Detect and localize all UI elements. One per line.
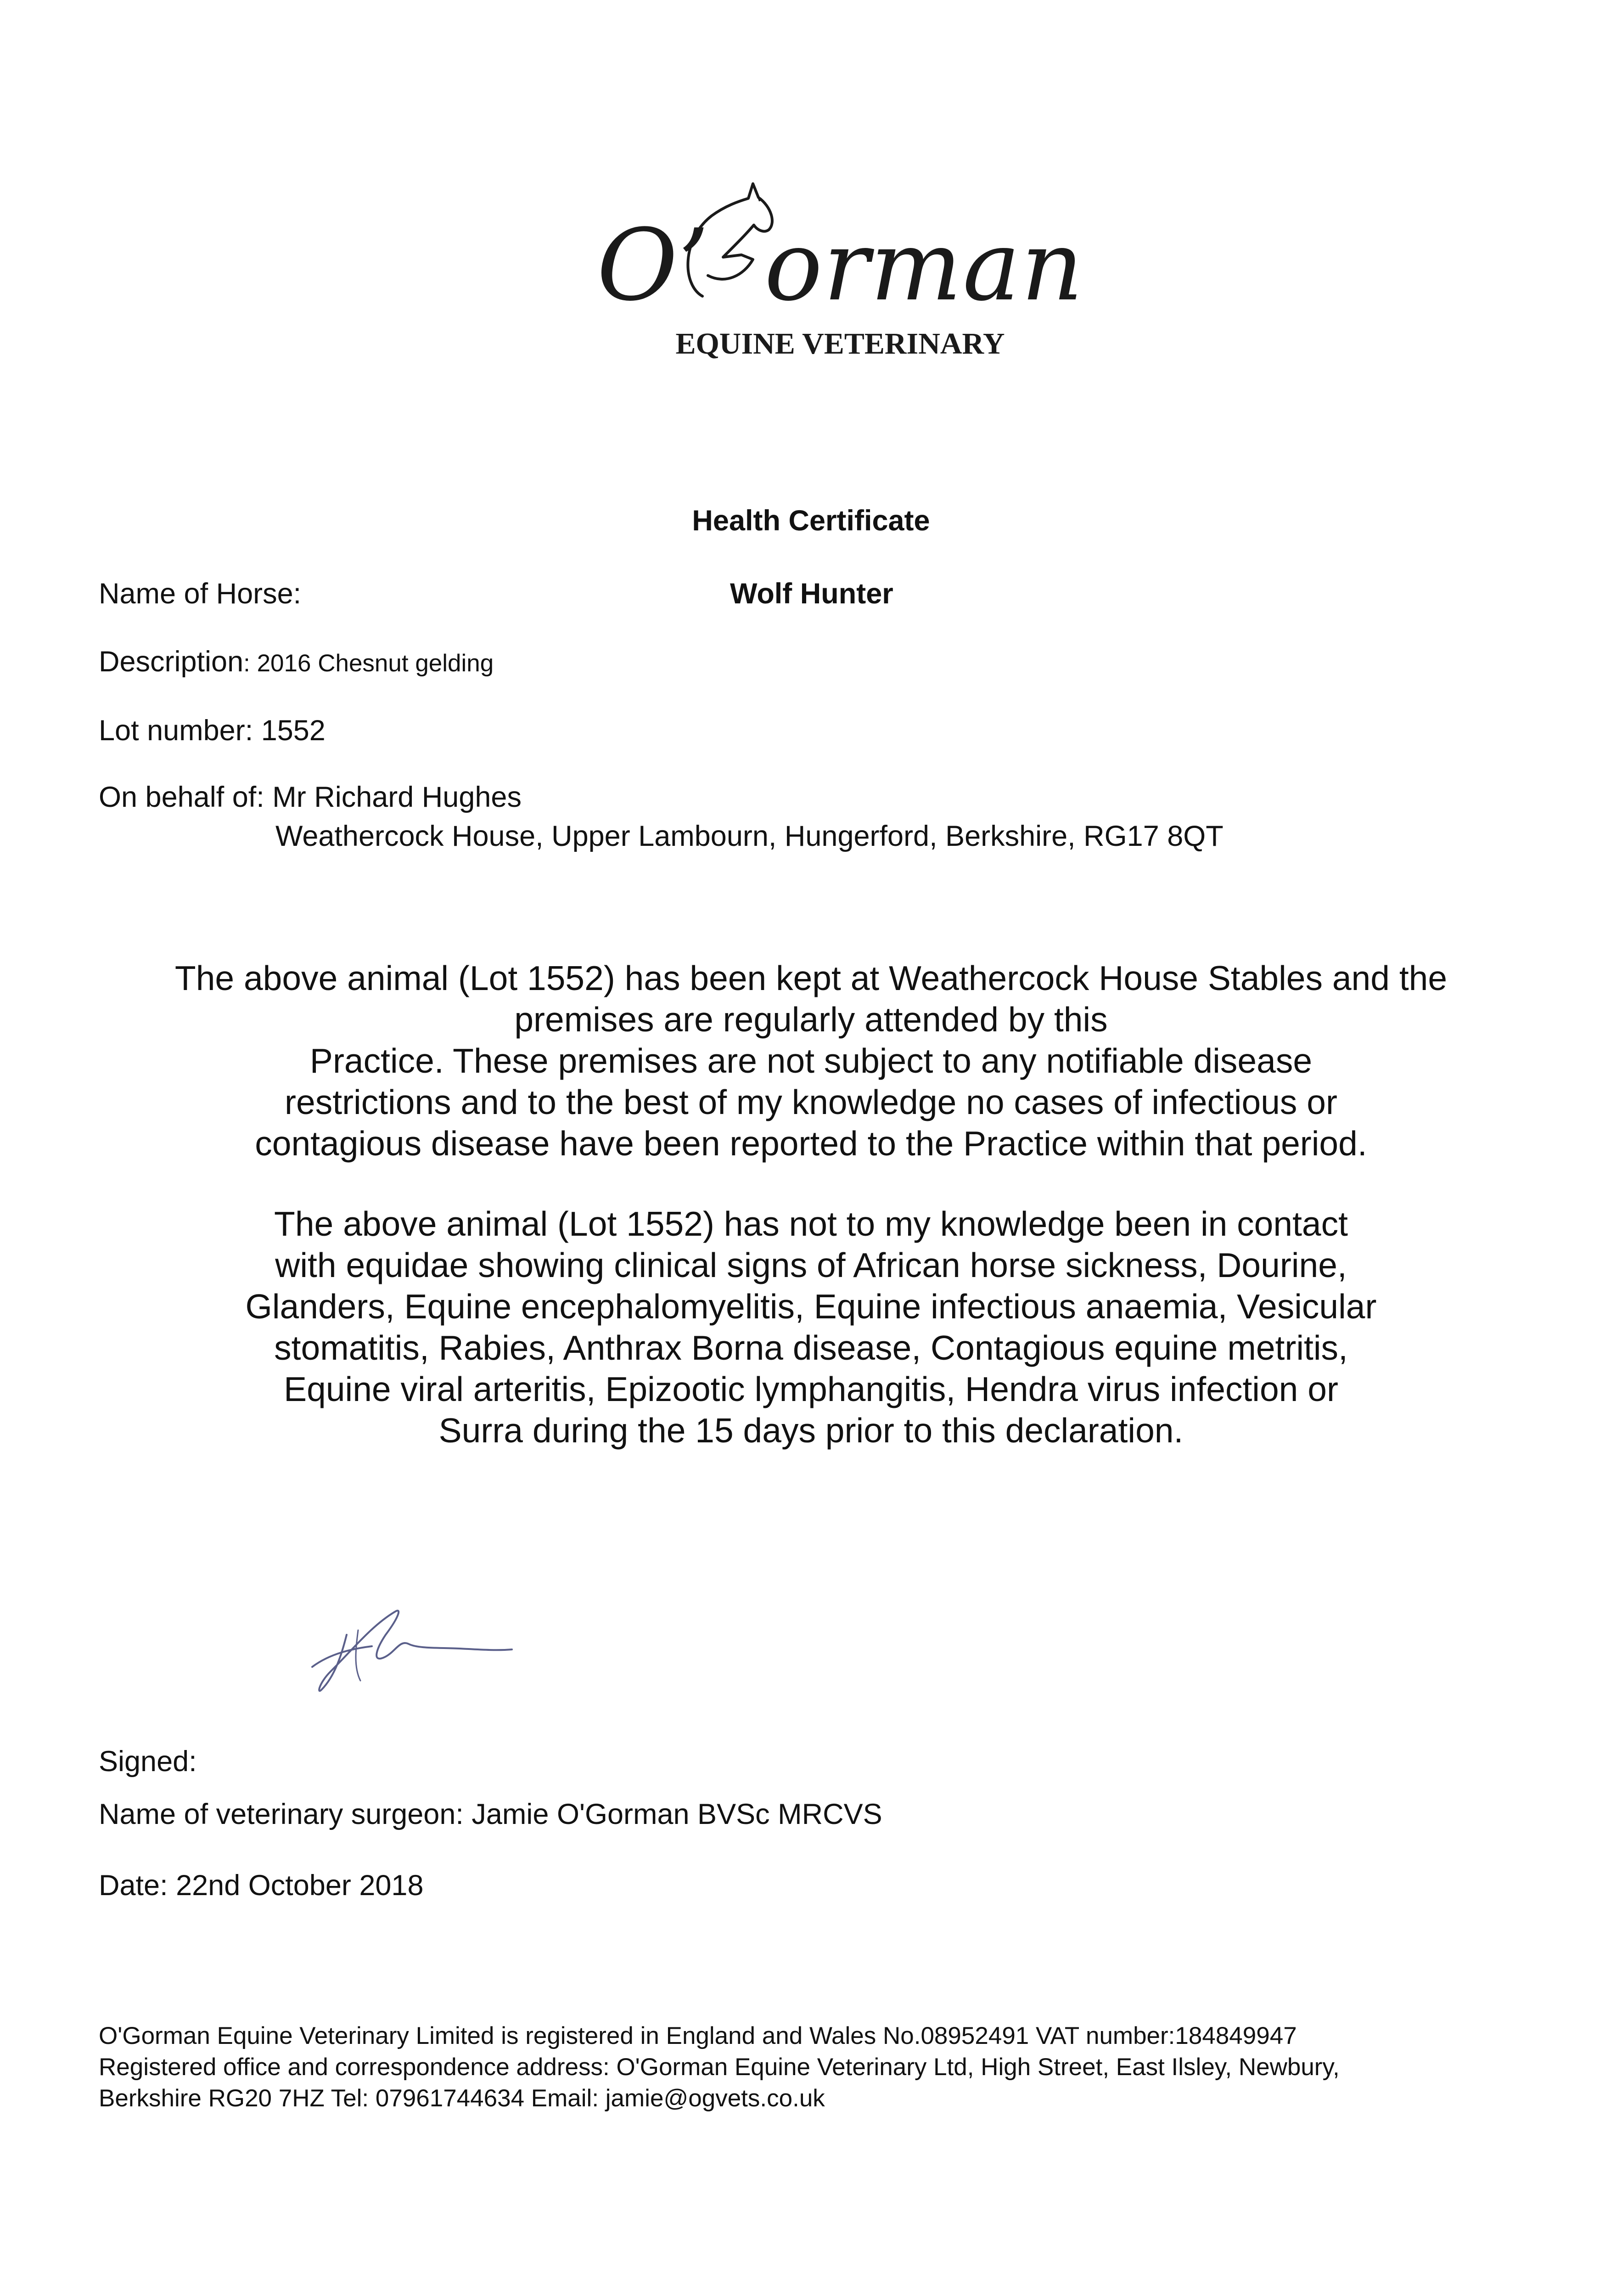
description-row [99, 647, 494, 676]
surgeon-name: Name of veterinary surgeon: Jamie O'Gorman BVSc MRCVS [99, 1798, 882, 1830]
statement-paragraph-1 [115, 957, 1507, 1164]
paragraph-line: Surra during the 15 days prior to this declaration. [438, 1411, 1184, 1450]
handwritten-signature [303, 1598, 523, 1699]
svg-text:EQUINE VETERINARY: EQUINE VETERINARY [675, 327, 1005, 360]
company-footer [99, 2020, 1340, 2114]
paragraph-line: restrictions and to the best of my knowledge no cases of infectious or [285, 1083, 1337, 1121]
footer-line: Registered office and correspondence address: O'Gorman Equine Veterinary Ltd, High Street, East Ilsley, Newbury, [99, 2054, 1340, 2081]
signed-label: Signed: [99, 1745, 197, 1778]
svg-text:orman: orman [764, 210, 1084, 322]
certificate-date: Date: 22nd October 2018 [99, 1869, 424, 1902]
horse-name-label: Name of Horse: [99, 578, 302, 610]
footer-line: O'Gorman Equine Veterinary Limited is registered in England and Wales No.08952491 VAT number:184849947 [99, 2022, 1297, 2049]
paragraph-line: premises are regularly attended by this [514, 1000, 1108, 1039]
owner-address: Weathercock House, Upper Lambourn, Hungerford, Berkshire, RG17 8QT [275, 820, 1224, 852]
footer-line: Berkshire RG20 7HZ Tel: 07961744634 Email: jamie@ogvets.co.uk [99, 2085, 825, 2112]
description-value: : 2016 Chesnut gelding [243, 650, 494, 677]
certificate-title: Health Certificate [692, 505, 930, 537]
paragraph-line: The above animal (Lot 1552) has not to my knowledge been in contact [274, 1204, 1348, 1243]
lot-number: Lot number: 1552 [99, 715, 326, 747]
company-logo [588, 179, 1084, 372]
paragraph-line: The above animal (Lot 1552) has been kept at Weathercock House Stables and the [174, 959, 1448, 997]
on-behalf-of: On behalf of: Mr Richard Hughes [99, 781, 522, 813]
horse-name-value: Wolf Hunter [730, 578, 893, 610]
paragraph-line: with equidae showing clinical signs of African horse sickness, Dourine, [275, 1246, 1347, 1284]
paragraph-line: Practice. These premises are not subject to any notifiable disease [309, 1041, 1313, 1080]
paragraph-line: Equine viral arteritis, Epizootic lymphangitis, Hendra virus infection or [284, 1370, 1338, 1408]
paragraph-line: stomatitis, Rabies, Anthrax Borna disease, Contagious equine metritis, [274, 1328, 1348, 1367]
horse-head-icon [588, 179, 1084, 372]
paragraph-line: Glanders, Equine encephalomyelitis, Equine infectious anaemia, Vesicular [245, 1287, 1377, 1326]
statement-paragraph-2 [115, 1203, 1507, 1451]
paragraph-line: contagious disease have been reported to the Practice within that period. [255, 1124, 1367, 1163]
description-label: Description [99, 646, 244, 678]
svg-text:O’: O’ [597, 208, 709, 323]
